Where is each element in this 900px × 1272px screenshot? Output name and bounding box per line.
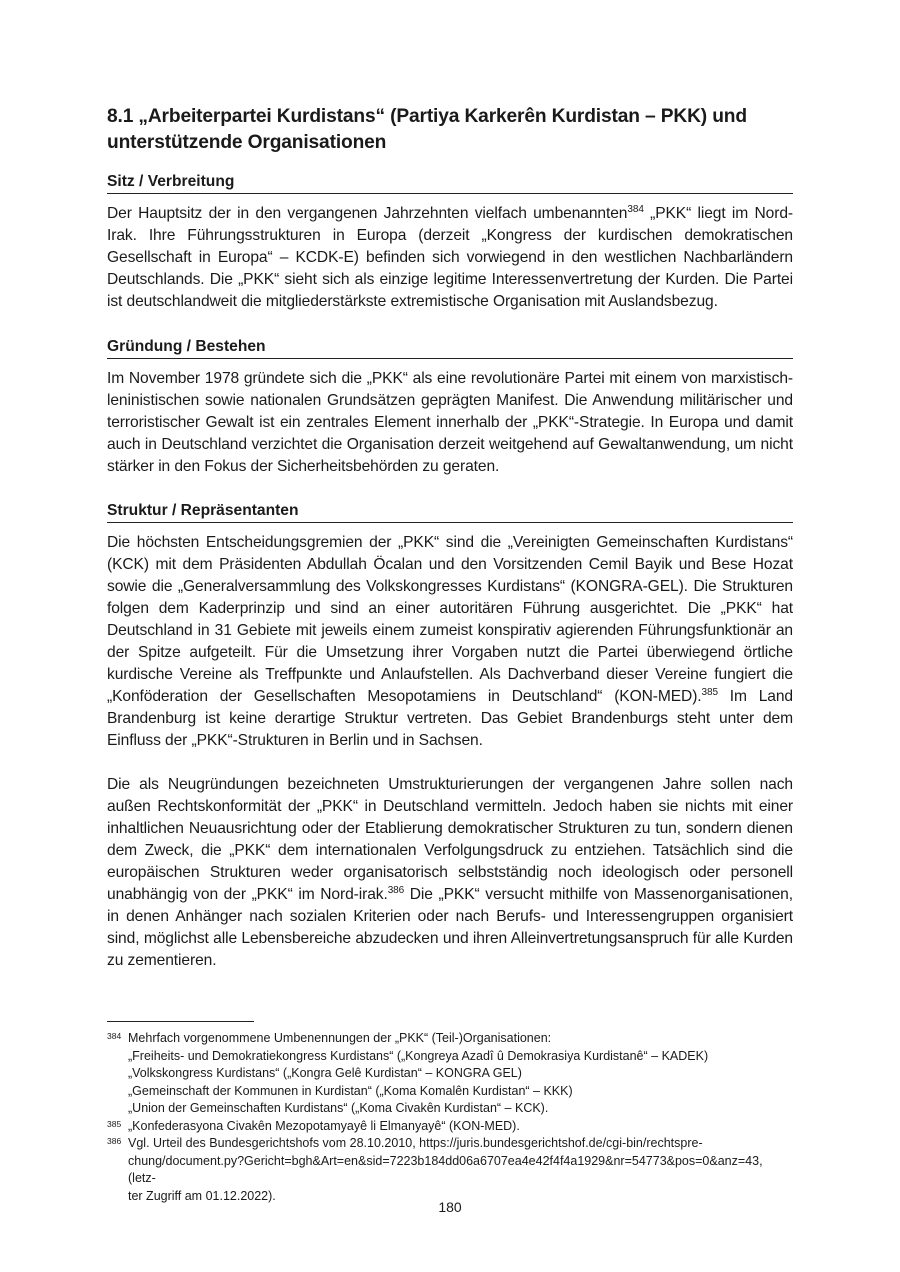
footnote-line: ter Zugriff am 01.12.2022). bbox=[128, 1188, 276, 1203]
paragraph bbox=[107, 532, 793, 752]
section-sitz bbox=[107, 172, 793, 313]
paragraph bbox=[107, 774, 793, 972]
footnote-line[interactable]: Vgl. Urteil des Bundesgerichtshofs vom 28.10.2010, https://juris.bundesgerichtshof.de/cgi-bin/rechtspre- bbox=[128, 1136, 703, 1150]
paragraph-text: Im Land Brandenburg ist keine derartige Struktur vertreten. Das Gebiet Brandenburgs steht unter dem Einfluss der „PKK“-Strukturen in Berlin und in Sachsen. bbox=[107, 688, 793, 749]
paragraph: Im November 1978 gründete sich die „PKK“ als eine revolutionäre Partei mit einem von marxistisch-leninistischen sowie nationalen Grundsätzen geprägten Manifest. Die Anwendung militärischer und terroristischer Gewalt ist ein zentrales Element innerhalb der „PKK“-Strategie. In Europa und damit auch in Deutschland verzichtet die Organisation derzeit weitgehend auf Gewaltanwendung, um nicht stärker in den Fokus der Sicherheitsbehörden zu geraten. bbox=[107, 370, 793, 475]
section-struktur bbox=[107, 501, 793, 972]
paragraph-text: Die höchsten Entscheidungsgremien der „PKK“ sind die „Vereinigten Gemeinschaften Kurdistans“ (KCK) mit dem Präsidenten Abdullah Öcalan und den Vorsitzenden Cemil Bayik und Bese Hozat sowie die „Generalversammlung des Volkskongresses Kurdistans“ (KONGRA-GEL). Die Strukturen folgen dem Kaderprinzip und sind an einer autoritären Führung ausgerichtet. Die „PKK“ hat Deutschland in 31 Gebiete mit jeweils einem zumeist konspirativ agierenden Führungsfunktionär an der Spitze aufgeteilt. Für die Umsetzung ihrer Vorgaben nutzt die Partei überwiegend örtliche kurdische Vereine als Treffpunkte und Anlaufstellen. Als Dachverband dieser Vereine fungiert die „Konföderation der Gesellschaften Mesopotamiens in Deutschland“ (KON-MED). bbox=[107, 534, 793, 705]
footnote-384 bbox=[107, 1030, 793, 1118]
footnote-ref-386[interactable]: 386 bbox=[387, 884, 405, 896]
footnotes bbox=[107, 1030, 793, 1205]
paragraph-text: Die „PKK“ versucht mithilfe von Massenorganisationen, in denen Anhänger nach sozialen Kriterien oder nach Berufs- und Interessengruppen organisiert sind, möglichst alle Lebensbereiche abzudecken und ihren Alleinvertretungsanspruch für alle Kurden zu zementieren. bbox=[107, 886, 793, 969]
footnote-ref-385[interactable]: 385 bbox=[701, 686, 718, 698]
chapter-heading-line1: 8.1 „Arbeiterpartei Kurdistans“ (Partiya Karkerên Kurdistan – PKK) und bbox=[107, 106, 747, 127]
footnote-386 bbox=[107, 1135, 793, 1205]
footnote-number: 385 bbox=[107, 1118, 122, 1129]
footnote-line: „Volkskongress Kurdistans“ („Kongra Gelê Kurdistan“ – KONGRA GEL) bbox=[128, 1066, 522, 1080]
chapter-heading-line2: unterstützende Organisationen bbox=[107, 132, 387, 153]
footnote-line[interactable]: chung/document.py?Gericht=bgh&Art=en&sid=7223b184dd06a6707ea4e42f4f4a1929&nr=54773&pos=0&anz=43, (letz- bbox=[128, 1153, 763, 1185]
section-gruendung bbox=[107, 337, 793, 478]
footnote-line: „Gemeinschaft der Kommunen in Kurdistan“ („Koma Komalên Kurdistan“ – KKK) bbox=[128, 1083, 573, 1098]
chapter-heading bbox=[107, 104, 793, 156]
paragraph bbox=[107, 203, 793, 313]
footnote-number: 384 bbox=[107, 1031, 122, 1041]
paragraph-text: „PKK“ liegt im Nord-Irak. Ihre Führungsstrukturen in Europa (derzeit „Kongress der kurdischen demokratischen Gesellschaft in Europa“ – KCDK-E) befinden sich vorwiegend in den westlichen Nachbarländern Deutschlands. Die „PKK“ sieht sich als einzige legitime Interessenvertretung der Kurden. Die Partei ist deutschlandweit die mitgliederstärkste extremistische Organisation mit Auslandsbezug. bbox=[107, 205, 793, 310]
footnote-number: 386 bbox=[107, 1136, 122, 1146]
paragraph-text: Die als Neugründungen bezeichneten Umstrukturierungen der vergangenen Jahre sollen nach außen Rechtskonformität der „PKK“ in Deutschland vermitteln. Jedoch haben sie nichts mit einer inhaltlichen Neuausrichtung oder der Etablierung demokratischer Strukturen zu tun, sondern dienen dem Zweck, die „PKK“ dem internationalen Verfolgungsdruck zu entziehen. Tatsächlich sind die europäischen Strukturen weder organisatorisch selbstständig noch ideologisch oder personell unabhängig von der „PKK“ im Nord-irak. bbox=[107, 776, 793, 903]
footnote-ref-384[interactable]: 384 bbox=[627, 203, 644, 215]
section-title: Sitz / Verbreitung bbox=[107, 172, 793, 194]
paragraph-text: Der Hauptsitz der in den vergangenen Jahrzehnten vielfach umbenannten bbox=[107, 205, 628, 222]
footnote-line: „Freiheits- und Demokratiekongress Kurdistans“ („Kongreya Azadî û Demokrasiya Kurdistanê“ – KADEK) bbox=[128, 1048, 709, 1063]
section-title: Struktur / Repräsentanten bbox=[107, 501, 793, 523]
footnote-line: „Union der Gemeinschaften Kurdistans“ („Koma Civakên Kurdistan“ – KCK). bbox=[128, 1101, 549, 1115]
page-number: 180 bbox=[438, 1199, 462, 1215]
section-title: Gründung / Bestehen bbox=[107, 337, 793, 359]
footnote-line: Mehrfach vorgenommene Umbenennungen der „PKK“ (Teil-)Organisationen: bbox=[128, 1031, 552, 1045]
footnote-line: „Konfederasyona Civakên Mezopotamyayê li Elmanyayê“ (KON-MED). bbox=[128, 1118, 520, 1133]
footnote-divider bbox=[107, 1021, 254, 1022]
footnote-385 bbox=[107, 1118, 793, 1136]
